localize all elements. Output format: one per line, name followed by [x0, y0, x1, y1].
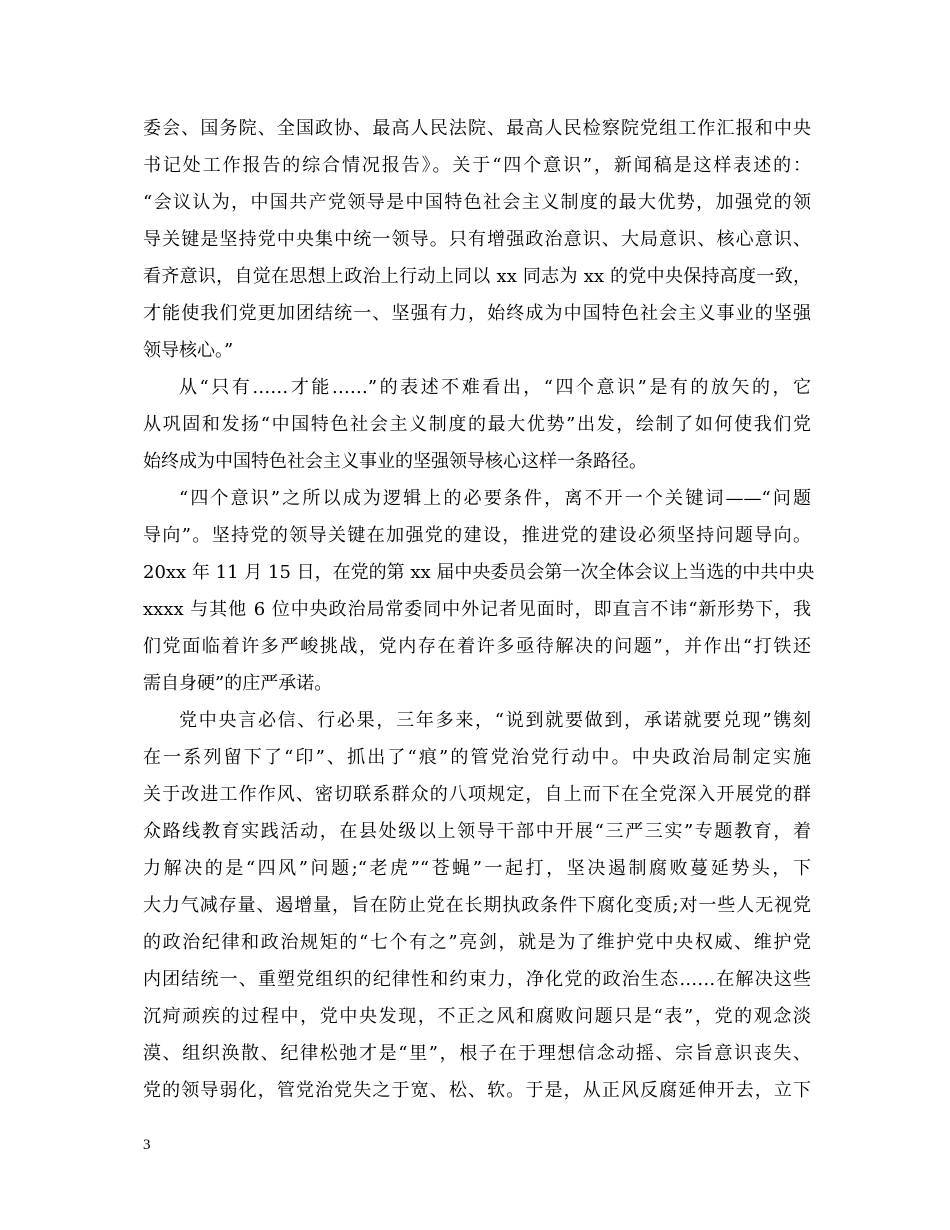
text-line: 从“只有……才能……”的表述不难看出，“四个意识”是有的放矢的，它 — [179, 377, 811, 398]
text-line: 们党面临着许多严峻挑战，党内存在着许多亟待解决的问题”，并作出“打铁还 — [143, 636, 811, 657]
text-line: 党中央言必信、行必果，三年多来，“说到就要做到，承诺就要兑现”镌刻 — [179, 710, 811, 731]
text-line: 漠、组织涣散、纪律松弛才是“里”，根子在于理想信念动摇、宗旨意识丧失、 — [143, 1043, 811, 1064]
text-line: 才能使我们党更加团结统一、坚强有力，始终成为中国特色社会主义事业的坚强 — [143, 303, 811, 324]
text-line: 始终成为中国特色社会主义事业的坚强领导核心这样一条路径。 — [143, 451, 647, 472]
text-line: 在一系列留下了“印”、抓出了“痕”的管党治党行动中。中央政治局制定实施 — [143, 747, 811, 768]
text-line: 力解决的是“四风”问题;“老虎”“苍蝇”一起打，坚决遏制腐败蔓延势头，下 — [143, 858, 811, 879]
text-line: 导关键是坚持党中央集中统一领导。只有增强政治意识、大局意识、核心意识、 — [143, 229, 811, 250]
text-line: 的政治纪律和政治规矩的“七个有之”亮剑，就是为了维护党中央权威、维护党 — [143, 932, 811, 953]
text-line: 党的领导弱化，管党治党失之于宽、松、软。于是，从正风反腐延伸开去，立下 — [143, 1080, 811, 1101]
text-line: 从巩固和发扬“中国特色社会主义制度的最大优势”出发，绘制了如何使我们党 — [143, 414, 811, 435]
text-line: 领导核心。” — [143, 340, 234, 361]
text-line: 内团结统一、重塑党组织的纪律性和约束力，净化党的政治生态……在解决这些 — [143, 969, 811, 990]
text-line: 沉疴顽疾的过程中，党中央发现，不正之风和腐败问题只是“表”，党的观念淡 — [143, 1006, 811, 1027]
text-line: 20xx 年 11 月 15 日，在党的第 xx 届中央委员会第一次全体会议上当选的中共中央 — [143, 562, 815, 583]
text-line: “四个意识”之所以成为逻辑上的必要条件，离不开一个关键词——“问题 — [179, 488, 811, 509]
text-line: 看齐意识，自觉在思想上政治上行动上同以 xx 同志为 xx 的党中央保持高度一致， — [143, 266, 811, 287]
text-line: 导向”。坚持党的领导关键在加强党的建设，推进党的建设必须坚持问题导向。 — [143, 525, 811, 546]
text-line: 关于改进工作作风、密切联系群众的八项规定，自上而下在全党深入开展党的群 — [143, 784, 811, 805]
text-line: “会议认为，中国共产党领导是中国特色社会主义制度的最大优势，加强党的领 — [143, 192, 811, 213]
text-line: 书记处工作报告的综合情况报告》。关于“四个意识”，新闻稿是这样表述的： — [143, 155, 811, 176]
page-number: 3 — [143, 1137, 151, 1153]
text-line: xxxx 与其他 6 位中央政治局常委同中外记者见面时，即直言不讳“新形势下，我 — [143, 599, 811, 620]
text-line: 大力气减存量、遏增量，旨在防止党在长期执政条件下腐化变质;对一些人无视党 — [143, 895, 811, 916]
text-line: 需自身硬”的庄严承诺。 — [143, 673, 333, 694]
text-line: 众路线教育实践活动，在县处级以上领导干部中开展“三严三实”专题教育，着 — [143, 821, 811, 842]
text-line: 委会、国务院、全国政协、最高人民法院、最高人民检察院党组工作汇报和中央 — [143, 118, 811, 139]
